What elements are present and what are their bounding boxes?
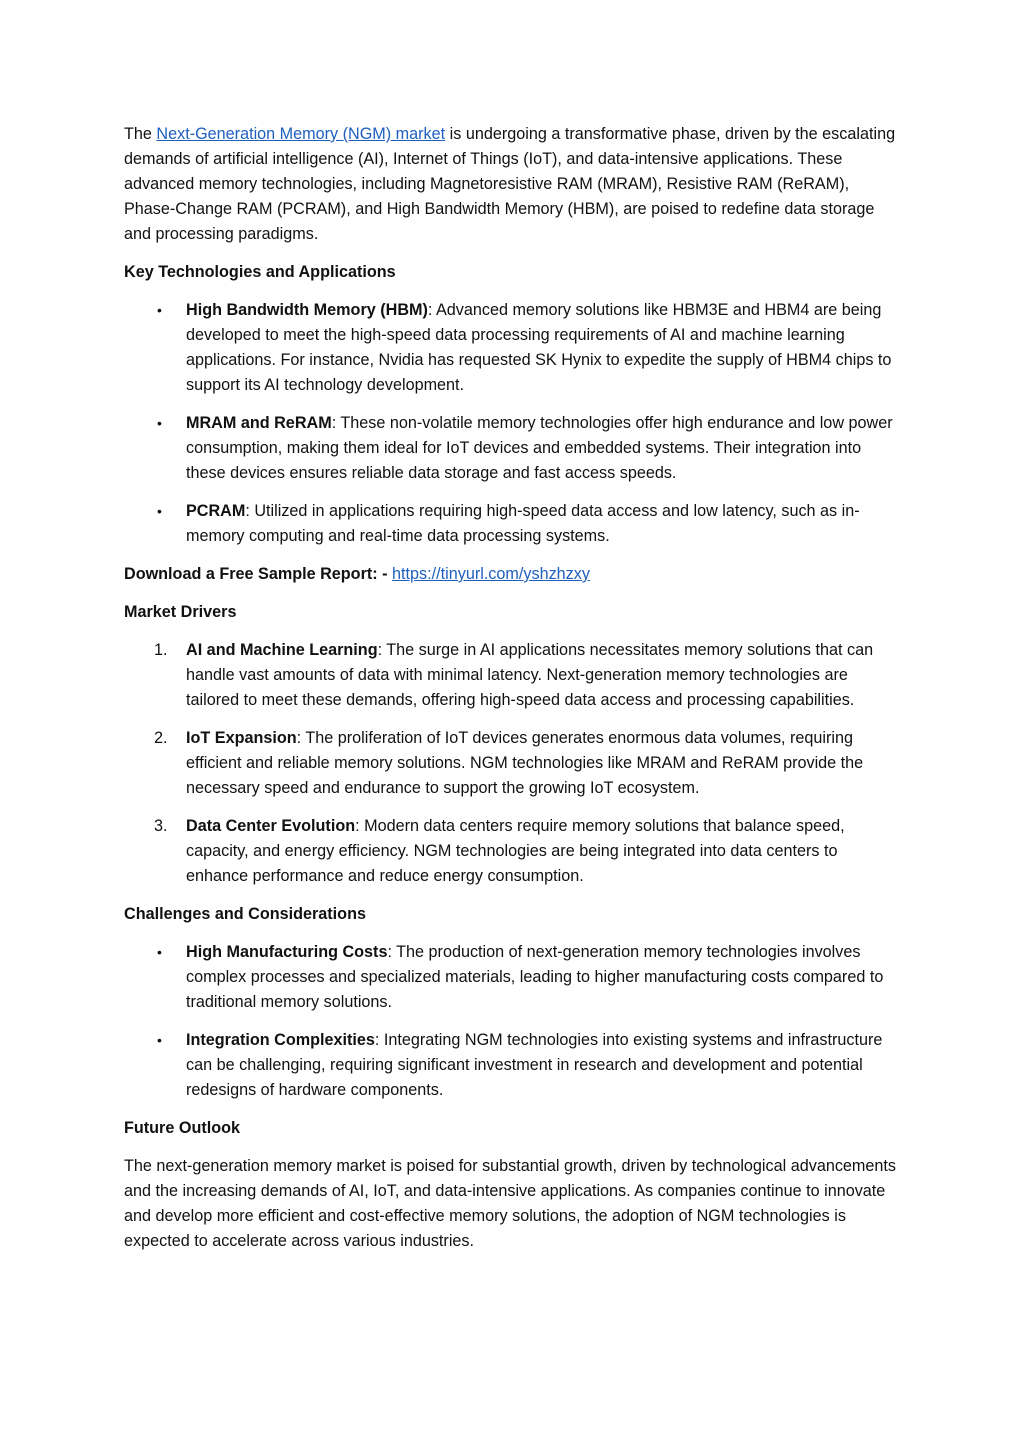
item-text: : The proliferation of IoT devices generates enormous data volumes, requiring efficient and reliable memory solutions. NGM technologies like MRAM and ReRAM provide the necessary speed and endurance to support the growing IoT ecosystem. (186, 729, 864, 797)
intro-body: is undergoing a transformative phase, driven by the escalating demands of artificial intelligence (AI), Internet of Things (IoT), and data-intensive applications. These advanced memory technologies, including Magnetoresistive RAM (MRAM), Resistive RAM (ReRAM), Phase-Change RAM (PCRAM), and High Bandwidth Memory (HBM), are poised to redefine data storage and processing paradigms. (124, 125, 896, 243)
list-item (124, 411, 900, 486)
item-number: 3. (154, 817, 168, 835)
list-item (124, 499, 900, 549)
sample-report-line (124, 562, 900, 587)
item-term: High Manufacturing Costs (186, 943, 388, 961)
future-outlook-heading: Future Outlook (124, 1119, 240, 1137)
bullet-icon: • (157, 302, 162, 318)
market-drivers-heading: Market Drivers (124, 603, 237, 621)
sample-report-label: Download a Free Sample Report: - (124, 565, 393, 583)
bullet-icon: • (157, 1032, 162, 1048)
intro-prefix: The (124, 125, 157, 143)
item-text: : The surge in AI applications necessitates memory solutions that can handle vast amounts of data with minimal latency. Next-generation memory technologies are tailored to meet these demands, offering high-speed data access and processing capabilities. (186, 641, 874, 709)
list-item (124, 298, 900, 398)
market-drivers-list (124, 638, 900, 889)
item-term: AI and Machine Learning (186, 641, 378, 659)
item-text: : The production of next-generation memory technologies involves complex processes and specialized materials, leading to higher manufacturing costs compared to traditional memory solutions. (186, 943, 884, 1011)
document-page (124, 122, 900, 1254)
item-number: 1. (154, 641, 168, 659)
item-term: MRAM and ReRAM (186, 414, 332, 432)
item-term: Integration Complexities (186, 1031, 375, 1049)
list-item (124, 726, 900, 801)
item-number: 2. (154, 729, 168, 747)
ngm-market-link[interactable]: Next-Generation Memory (NGM) market (156, 125, 446, 143)
item-text: : Modern data centers require memory solutions that balance speed, capacity, and energy efficiency. NGM technologies are being integrated into data centers to enhance performance and reduce energy consumption. (186, 817, 845, 885)
list-item (124, 940, 900, 1015)
item-text: : Utilized in applications requiring high-speed data access and low latency, such as in-memory computing and real-time data processing systems. (186, 502, 860, 545)
item-term: Data Center Evolution (186, 817, 356, 835)
bullet-icon: • (157, 503, 162, 519)
bullet-icon: • (157, 944, 162, 960)
item-text: : These non-volatile memory technologies offer high endurance and low power consumption, making them ideal for IoT devices and embedded systems. Their integration into these devices ensures reliable data storage and fast access speeds. (186, 414, 893, 482)
challenges-heading: Challenges and Considerations (124, 905, 366, 923)
key-technologies-list (124, 298, 900, 549)
challenges-list (124, 940, 900, 1103)
item-term: IoT Expansion (186, 729, 297, 747)
item-term: High Bandwidth Memory (HBM) (186, 301, 428, 319)
future-outlook-paragraph: The next-generation memory market is poised for substantial growth, driven by technological advancements and the increasing demands of AI, IoT, and data-intensive applications. As companies continue to innovate and develop more efficient and cost-effective memory solutions, the adoption of NGM technologies is expected to accelerate across various industries. (124, 1157, 896, 1250)
list-item (124, 638, 900, 713)
intro-paragraph (124, 122, 900, 247)
key-technologies-heading: Key Technologies and Applications (124, 263, 396, 281)
sample-report-link[interactable]: https://tinyurl.com/yshzhzxy (392, 565, 590, 583)
list-item (124, 1028, 900, 1103)
bullet-icon: • (157, 415, 162, 431)
list-item (124, 814, 900, 889)
item-text: : Advanced memory solutions like HBM3E and HBM4 are being developed to meet the high-speed data processing requirements of AI and machine learning applications. For instance, Nvidia has requested SK Hynix to expedite the supply of HBM4 chips to support its AI technology development. (186, 301, 892, 394)
item-text: : Integrating NGM technologies into existing systems and infrastructure can be challenging, requiring significant investment in research and development and potential redesigns of hardware components. (186, 1031, 883, 1099)
item-term: PCRAM (186, 502, 246, 520)
